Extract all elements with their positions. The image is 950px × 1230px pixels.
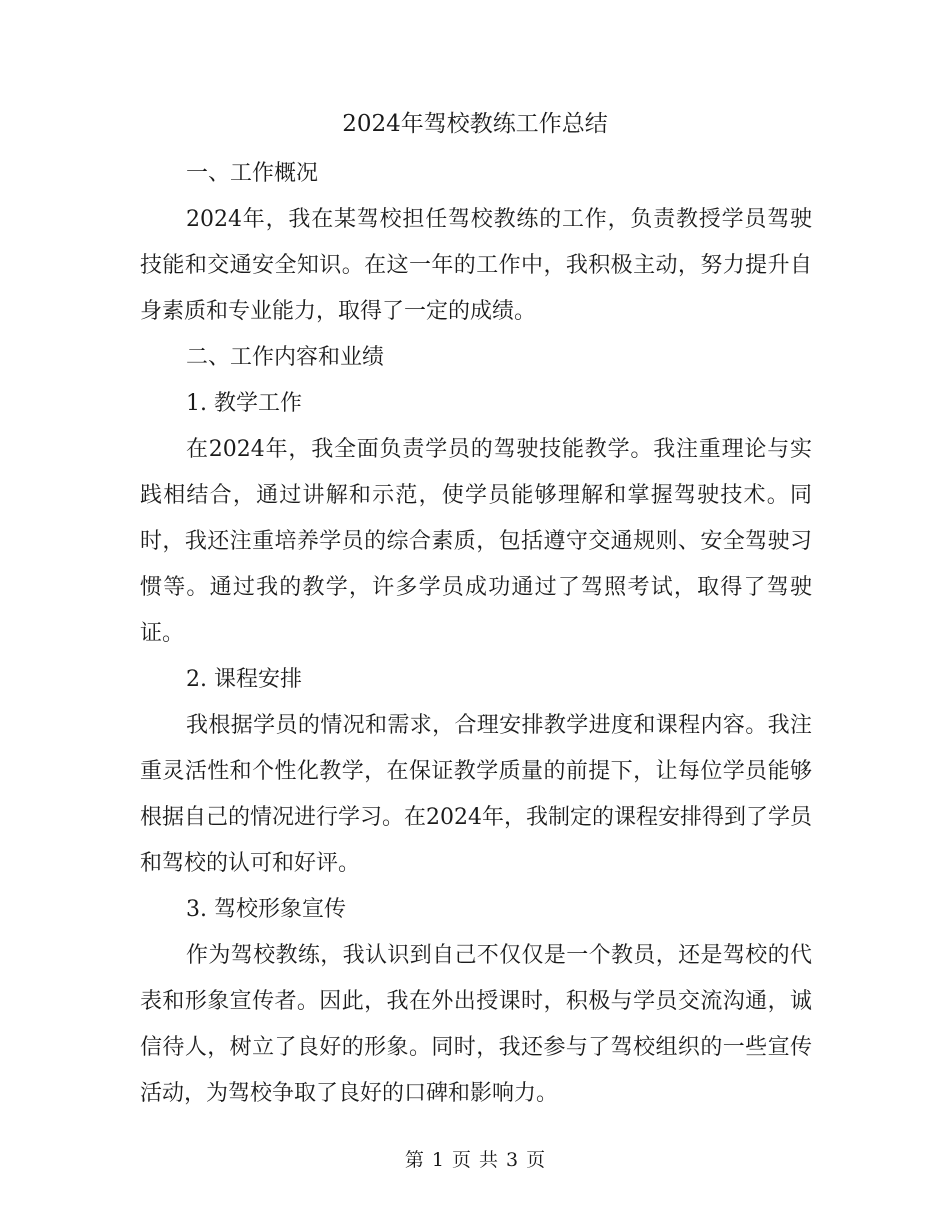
document-body [140, 151, 812, 1117]
subheading-schedule: 2. 课程安排 [186, 667, 302, 692]
paragraph-schedule: 我根据学员的情况和需求，合理安排教学进度和课程内容。我注重灵活性和个性化教学，在保证教学质量的前提下，让每位学员能够根据自己的情况进行学习。在2024年，我制定的课程安排得到了学员和驾校的认可和好评。 [140, 713, 812, 876]
subheading-teaching: 1. 教学工作 [186, 391, 302, 416]
paragraph-teaching: 在2024年，我全面负责学员的驾驶技能教学。我注重理论与实践相结合，通过讲解和示范，使学员能够理解和掌握驾驶技术。同时，我还注重培养学员的综合素质，包括遵守交通规则、安全驾驶习惯等。通过我的教学，许多学员成功通过了驾照考试，取得了驾驶证。 [140, 437, 812, 646]
document-title: 2024年驾校教练工作总结 [342, 111, 608, 137]
paragraph-overview: 2024年，我在某驾校担任驾校教练的工作，负责教授学员驾驶技能和交通安全知识。在这一年的工作中，我积极主动，努力提升自身素质和专业能力，取得了一定的成绩。 [140, 207, 812, 324]
subheading-promotion: 3. 驾校形象宣传 [186, 897, 346, 922]
paragraph-promotion: 作为驾校教练，我认识到自己不仅仅是一个教员，还是驾校的代表和形象宣传者。因此，我在外出授课时，积极与学员交流沟通，诚信待人，树立了良好的形象。同时，我还参与了驾校组织的一些宣传活动，为驾校争取了良好的口碑和影响力。 [140, 943, 812, 1106]
section-heading-overview: 一、工作概况 [186, 161, 319, 186]
section-heading-content: 二、工作内容和业绩 [186, 345, 385, 370]
page-footer: 第 1 页 共 3 页 [404, 1149, 546, 1171]
